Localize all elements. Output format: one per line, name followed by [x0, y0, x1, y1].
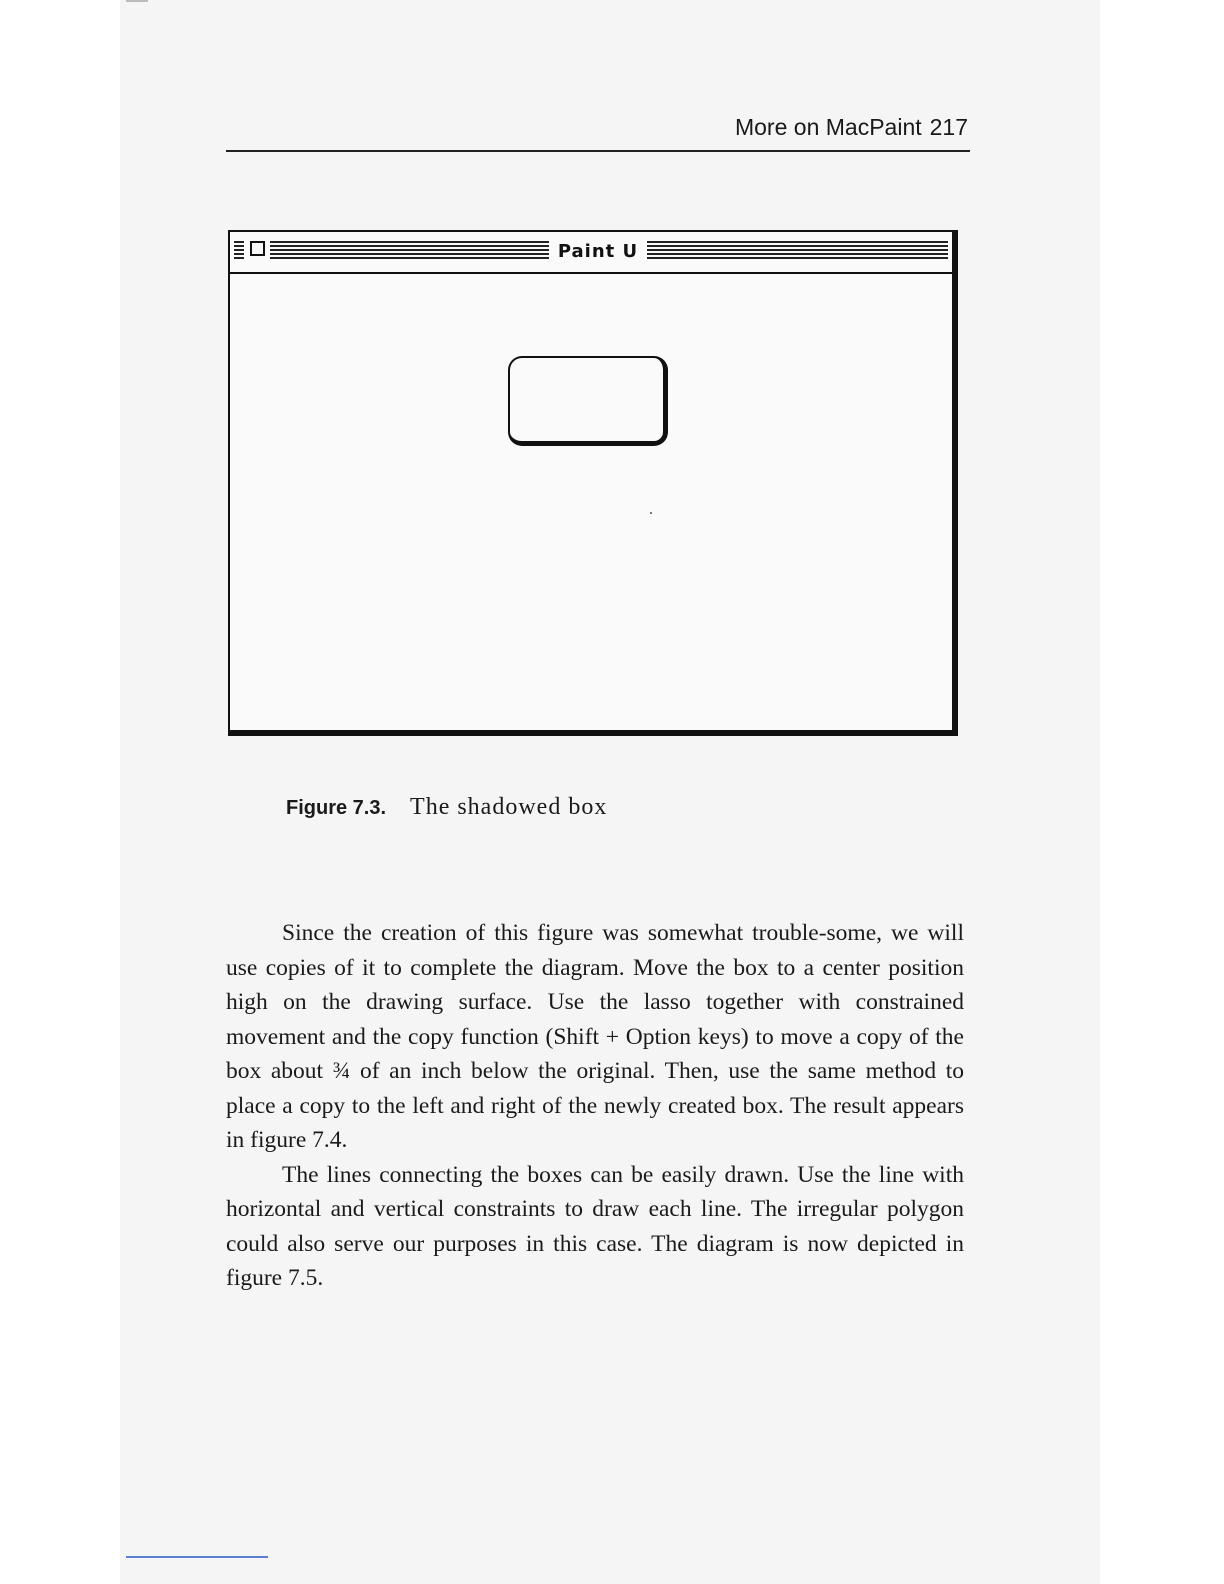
page-number: 217 [929, 114, 968, 140]
stray-dot [650, 512, 652, 514]
running-head [226, 114, 968, 150]
paragraph: The lines connecting the boxes can be easily drawn. Use the line with horizontal and vertical constraints to draw each line. The irregular polygon could also serve our purposes in this case. The diagram is now depicted in figure 7.5. [226, 1161, 964, 1291]
figure-label: Figure 7.3. [286, 797, 387, 819]
drawing-canvas[interactable] [230, 274, 952, 730]
window-title: Paint U [557, 240, 639, 262]
shadowed-rounded-box [508, 356, 668, 446]
paragraph: Since the creation of this figure was somewhat trouble-some, we will use copies of it to complete the diagram. Move the box to a center position high on the drawing surface. Use the lasso together with constrained movement and the copy function (Shift + Option keys) to move a copy of the box about ¾ of an inch below the original. Then, use the same method to place a copy to the left and right of the newly created box. The result appears in figure 7.4. [226, 920, 964, 1153]
macpaint-window [228, 230, 958, 736]
scan-edge-mark [126, 0, 148, 2]
header-rule [226, 150, 970, 152]
window-title-bar[interactable] [230, 232, 952, 274]
scan-edge-mark [126, 1556, 268, 1558]
figure-caption [286, 794, 966, 821]
body-text [226, 916, 964, 1296]
chapter-title: More on MacPaint [734, 114, 922, 140]
figure-caption-text: The shadowed box [410, 794, 608, 820]
close-box-icon[interactable] [250, 241, 265, 256]
